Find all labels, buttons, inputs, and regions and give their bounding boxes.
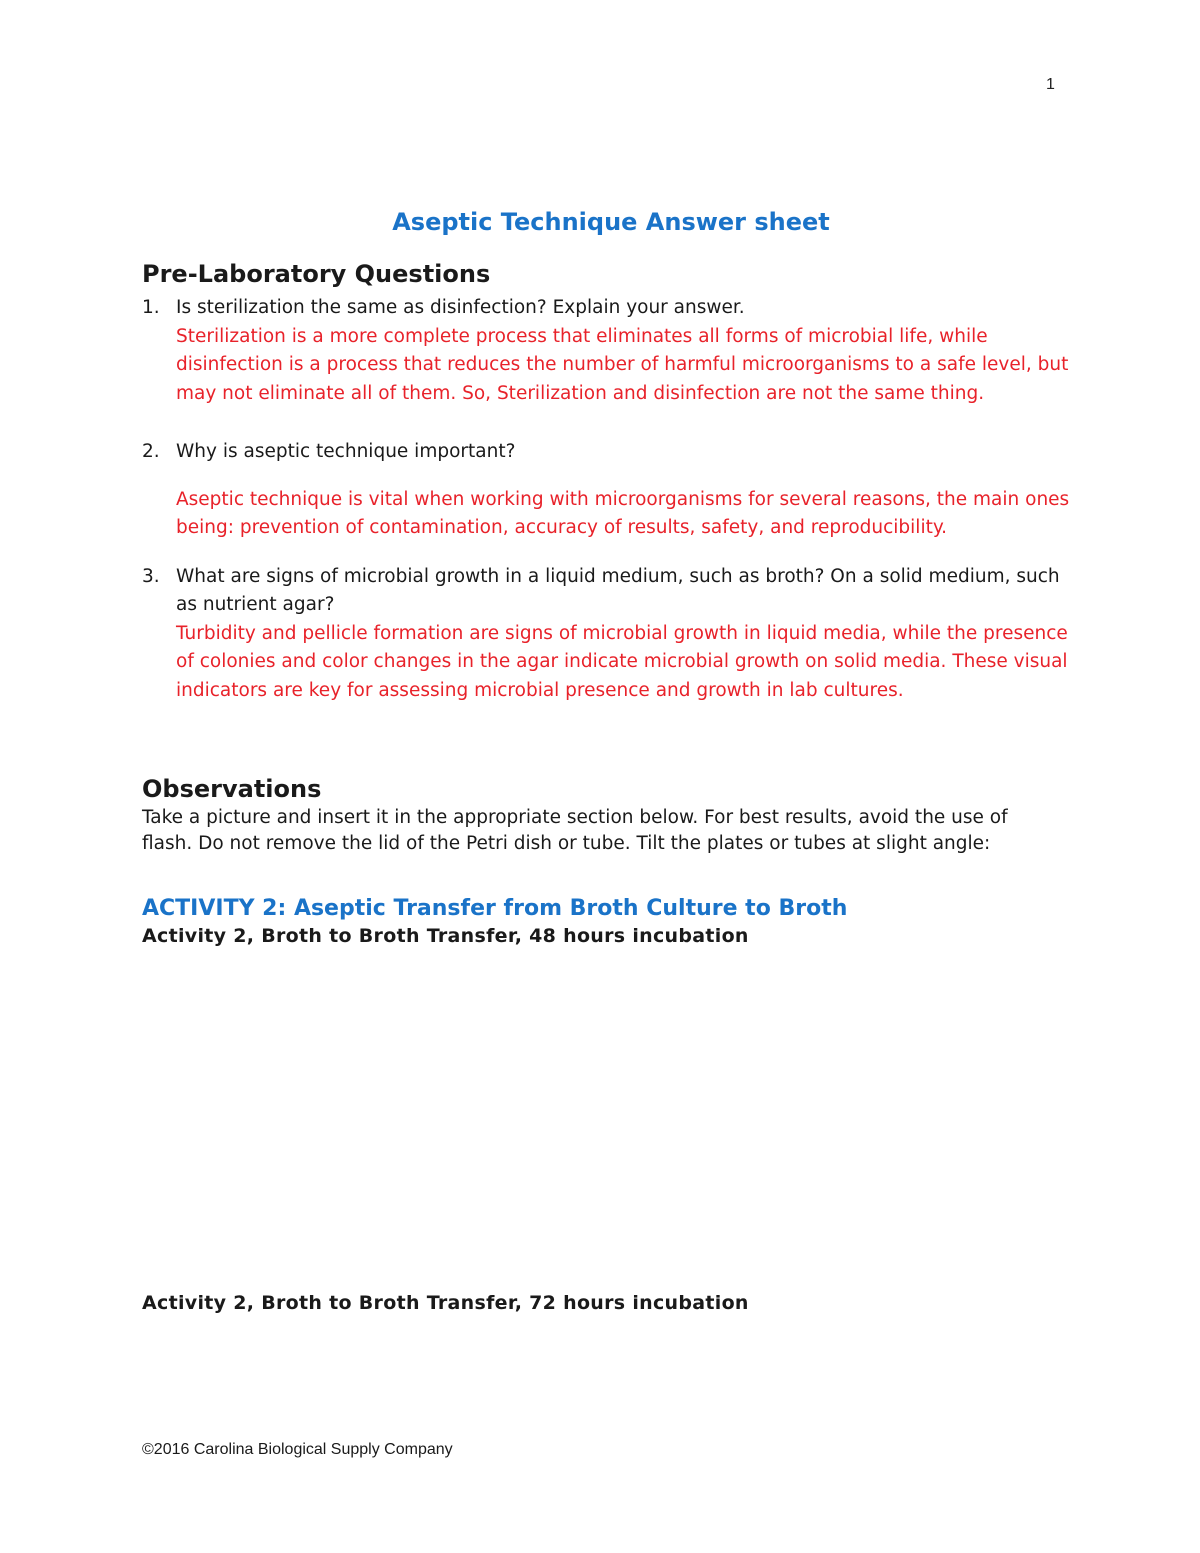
question-text: Is sterilization the same as disinfection? Explain your answer.: [176, 297, 745, 318]
pre-lab-heading: Pre-Laboratory Questions: [142, 260, 491, 288]
observations-section: [142, 773, 1072, 857]
answer-text: Turbidity and pellicle formation are signs of microbial growth in liquid media, while the presence of colonies and color changes in the agar indicate microbial growth on solid media. These visual indicators are key for assessing microbial presence and growth in lab cultures.: [176, 622, 1068, 701]
pre-lab-section: [142, 258, 1072, 705]
answer-text: Aseptic technique is vital when working with microorganisms for several reasons, the main ones being: prevention of contamination, accuracy of results, safety, and reproducibility.: [176, 488, 1070, 538]
question-text: Why is aseptic technique important?: [176, 441, 516, 462]
question-number: 1.: [142, 297, 160, 318]
answer-text: Sterilization is a more complete process that eliminates all forms of microbial life, while disinfection is a process that reduces the number of harmful microorganisms to a safe level, but may not eliminate all of them. So, Sterilization and disinfection are not the same thing.: [176, 325, 1069, 404]
activity-subheading-72h: Activity 2, Broth to Broth Transfer, 72 hours incubation: [142, 1292, 749, 1314]
document-body: [142, 208, 1072, 949]
question-number: 2.: [142, 441, 160, 462]
footer-copyright: ©2016 Carolina Biological Supply Company: [142, 1441, 453, 1458]
question-number: 3.: [142, 565, 160, 587]
question-item-3: [142, 563, 1072, 706]
observations-heading: Observations: [142, 775, 322, 803]
question-item-1: [142, 294, 1072, 408]
activity-heading: ACTIVITY 2: Aseptic Transfer from Broth Culture to Broth: [142, 896, 848, 921]
question-item-2: [142, 438, 1072, 543]
activity-subheading-48h: Activity 2, Broth to Broth Transfer, 48 hours incubation: [142, 925, 749, 947]
observations-instructions: Take a picture and insert it in the appropriate section below. For best results, avoid the use of flash. Do not remove the lid of the Petri dish or tube. Tilt the plates or tubes at slight angle:: [142, 807, 1008, 854]
question-list: [142, 294, 1072, 705]
page-number: 1: [1046, 76, 1055, 93]
page-title: Aseptic Technique Answer sheet: [392, 208, 830, 236]
question-text: What are signs of microbial growth in a liquid medium, such as broth? On a solid medium, such as nutrient agar?: [176, 565, 1060, 615]
